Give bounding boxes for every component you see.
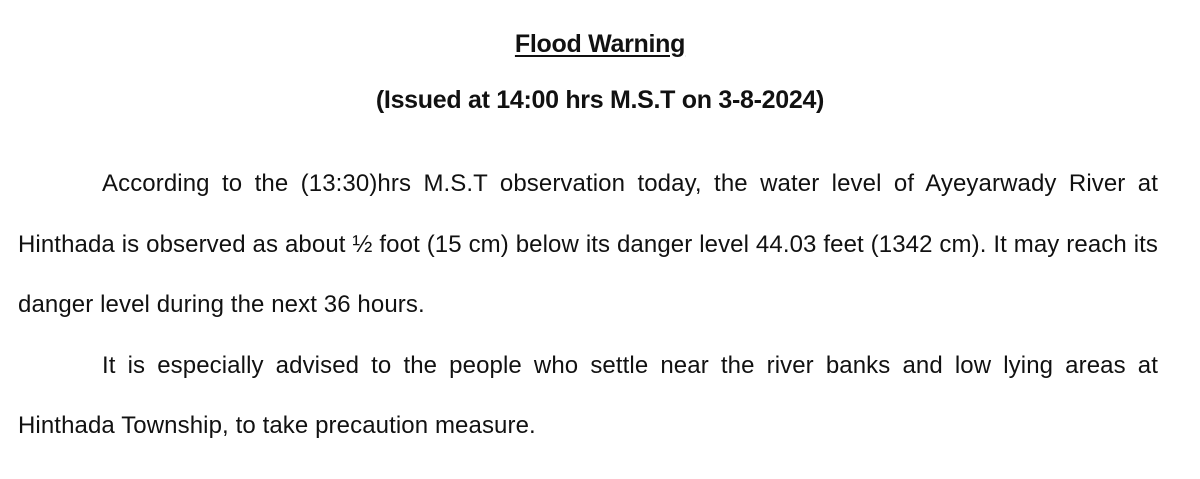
document-title: Flood Warning — [514, 30, 686, 58]
document-body — [18, 154, 1158, 457]
issued-time: (Issued at 14:00 hrs M.S.T on 3-8-2024) — [375, 86, 825, 114]
advisory-paragraph: It is especially advised to the people who settle near the river banks and low lying areas at Hinthada Township, to take precaution measure. — [18, 351, 1158, 439]
observation-paragraph: According to the (13:30)hrs M.S.T observation today, the water level of Ayeyarwady River at Hinthada is observed as about ½ foot (15 cm) below its danger level 44.03 feet (1342 cm). It may reach its danger level during the next 36 hours. — [18, 170, 1158, 318]
